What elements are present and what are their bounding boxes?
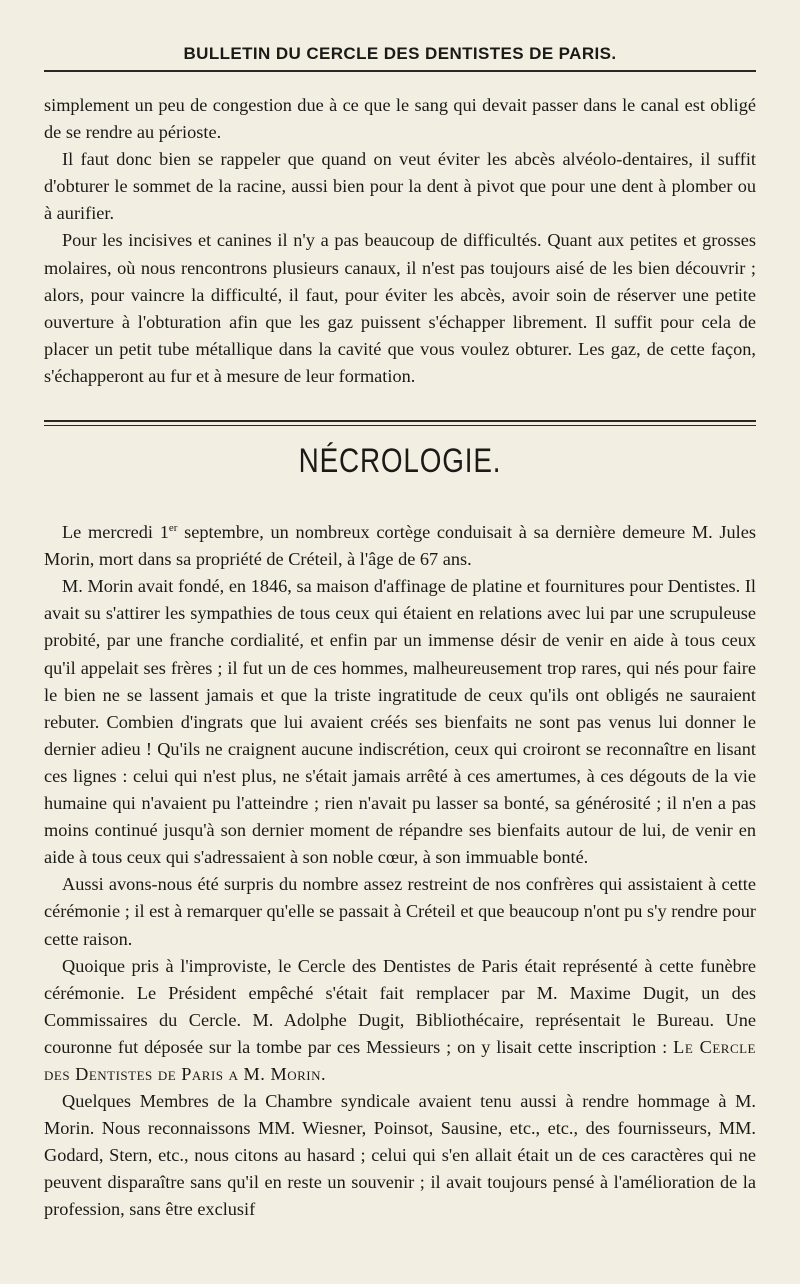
article-continuation bbox=[44, 92, 756, 390]
section-title: NÉCROLOGIE. bbox=[298, 442, 502, 480]
paragraph-biography: M. Morin avait fondé, en 1846, sa maison d'affinage de platine et fournitures pour Dentistes. Il avait su s'attirer les sympathies de tous ceux qui étaient en relations avec lui par une scrupuleuse probité, par une franche cordialité, et enfin par un immense désir de venir en aide à tous ceux qu'il appelait ses frères ; il fut un de ces hommes, malheureusement trop rares, qui nés pour faire le bien ne se lassent jamais et que la triste ingratitude de ceux qu'ils ont obligés ne sauraient rebuter. Combien d'ingrats que lui avaient créés ses bienfaits ne sont pas venus lui donner le dernier adieu ! Qu'ils ne craignent aucune indiscrétion, ceux qui croiront se reconnaître en lisant ces lignes : celui qui n'est plus, ne s'était jamais arrêté à ces amertumes, à ces dégouts de la vie humaine qui n'avaient pu l'atteindre ; rien n'avait pu lasser sa bonté, sa générosité ; il n'en a pas moins continué jusqu'à son dernier moment de répandre ses bienfaits autour de lui, de venir en aide à tous ceux qui s'adressaient à son noble cœur, à son immuable bonté. bbox=[44, 576, 756, 868]
header-rule bbox=[44, 70, 756, 72]
paragraph-cercle-representation bbox=[44, 953, 756, 1088]
wreath-inscription: Le Cercle des Dentistes de Paris a M. Morin. bbox=[44, 1036, 757, 1084]
paragraph-incisives: Pour les incisives et canines il n'y a pas beaucoup de difficultés. Quant aux petites et grosses molaires, où nous rencontrons plusieurs canaux, il n'est pas toujours aisé de les bien découvrir ; alors, pour vaincre la difficulté, il faut, pour éviter les abcès, avoir soin de réserver une petite ouverture à l'obturation afin que les gaz puissent s'échapper librement. Il suffit pour cela de placer un petit tube métallique dans la cavité que vous voulez obturer. Les gaz, de cette façon, s'échapperont au fur et à mesure de leur formation. bbox=[44, 230, 756, 386]
paragraph-abces: Il faut donc bien se rappeler que quand on veut éviter les abcès alvéolo-dentaires, il suffit d'obturer le sommet de la racine, aussi bien pour la dent à pivot que pour une dent à plomber ou à aurifier. bbox=[44, 149, 756, 224]
running-header: BULLETIN DU CERCLE DES DENTISTES DE PARIS. bbox=[183, 44, 617, 63]
paragraph-attendance: Aussi avons-nous été surpris du nombre assez restreint de nos confrères qui assistaient à cette cérémonie ; il est à remarquer qu'elle se passait à Créteil et que beaucoup n'ont pu s'y rendre pour cette raison. bbox=[44, 874, 756, 949]
ordinal-superscript: er bbox=[168, 522, 178, 534]
paragraph-continuation: simplement un peu de congestion due à ce que le sang qui devait passer dans le canal est obligé de se rendre au périoste. bbox=[44, 95, 756, 143]
paragraph-chambre-syndicale: Quelques Membres de la Chambre syndicale avaient tenu aussi à rendre hommage à M. Morin. Nous reconnaissons MM. Wiesner, Poinsot, Sausine, etc., etc., des fournisseurs, MM. Godard, Stern, etc., nous citons au hasard ; celui qui s'en allait était un de ces caractères qui ne peuvent disparaître sans qu'il en reste un souvenir ; il avait toujours pensé à l'amélioration de la profession, sans être exclusif bbox=[44, 1091, 756, 1220]
necrologie-body bbox=[44, 515, 756, 1224]
p4-text: Quoique pris à l'improviste, le Cercle des Dentistes de Paris était représenté à cette funèbre cérémonie. Le Président empêché s'était fait remplacer par M. Maxime Dugit, un des Commissaires du Cercle. M. Adolphe Dugit, Bibliothécaire, représentait le Bureau. Une couronne fut déposée sur la tombe par ces Messieurs ; on y lisait cette inscription : bbox=[44, 955, 756, 1057]
paragraph-funeral bbox=[44, 515, 756, 573]
section-divider bbox=[44, 420, 756, 426]
p1-start: Le mercredi 1 bbox=[62, 522, 169, 543]
p1-rest: septembre, un nombreux cortège conduisait à sa dernière demeure M. Jules Morin, mort dans sa propriété de Créteil, à l'âge de 67 ans. bbox=[44, 522, 756, 570]
